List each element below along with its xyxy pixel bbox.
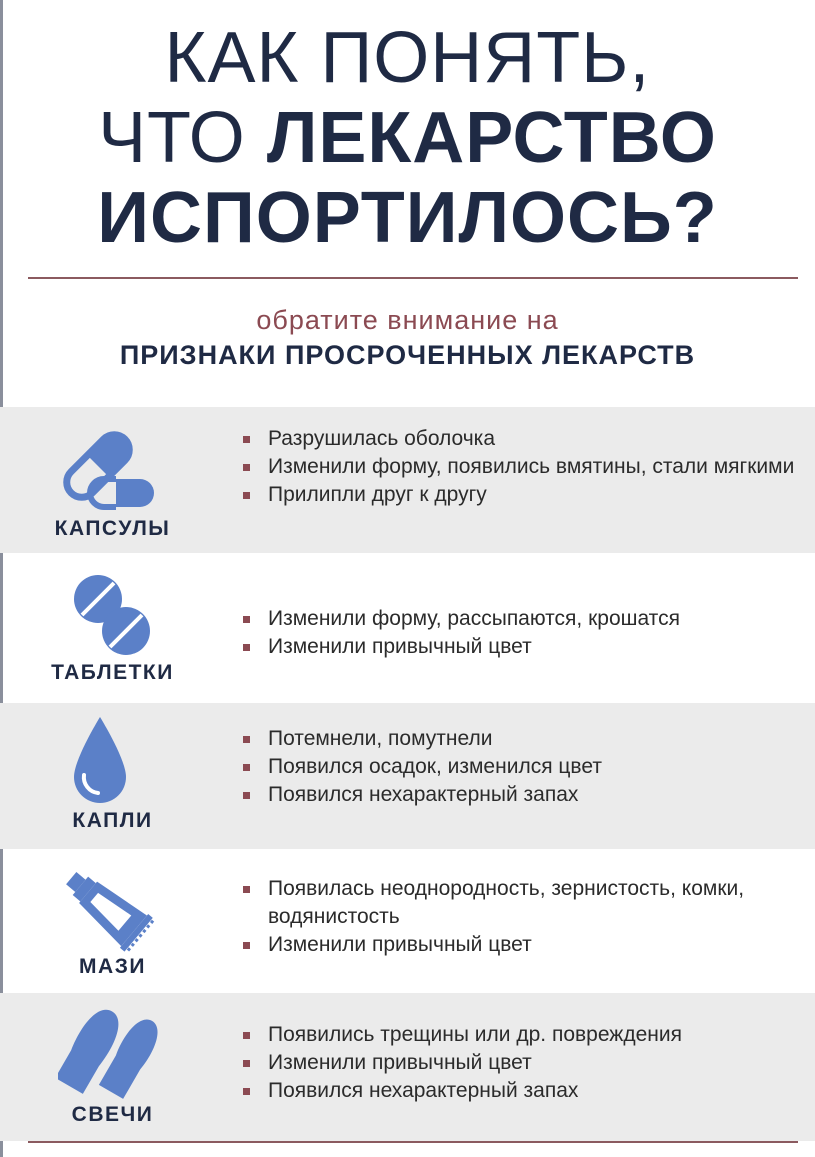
- bullet-icon: [243, 1060, 250, 1067]
- drop-icon: [58, 713, 168, 813]
- bullet-icon: [243, 792, 250, 799]
- signs-list: [0, 407, 815, 1141]
- bullet-icon: [243, 1032, 250, 1039]
- category-label: ТАБЛЕТКИ: [51, 661, 174, 684]
- category-label: МАЗИ: [79, 955, 146, 978]
- item-text: Изменили привычный цвет: [268, 1051, 532, 1074]
- category-label: СВЕЧИ: [71, 1103, 154, 1126]
- top-divider: [28, 277, 798, 279]
- title-line-2-light: ЧТО: [98, 98, 267, 178]
- row-suppositories: [0, 993, 815, 1141]
- tablet-signs: [240, 605, 795, 661]
- suppository-signs: [240, 1021, 795, 1105]
- title-line-3: ИСПОРТИЛОСЬ?: [97, 178, 718, 258]
- item-text: Изменили форму, появились вмятины, стали мягкими: [268, 455, 795, 478]
- list-item: [240, 875, 795, 931]
- page-title: [0, 0, 815, 258]
- bullet-icon: [243, 886, 250, 893]
- list-item: [240, 1077, 795, 1105]
- row-drops: [0, 703, 815, 849]
- ointment-tube-icon: [58, 859, 168, 959]
- suppository-icon: [58, 1003, 168, 1103]
- bullet-icon: [243, 464, 250, 471]
- title-line-2: [0, 98, 815, 178]
- category-label: КАПЛИ: [72, 809, 153, 832]
- row-ointments: [0, 849, 815, 993]
- item-text: Разрушилась оболочка: [268, 427, 496, 450]
- bullet-icon: [243, 436, 250, 443]
- title-line-2-bold: ЛЕКАРСТВО: [266, 98, 717, 178]
- bullet-icon: [243, 764, 250, 771]
- item-text: Появился нехарактерный запах: [268, 1079, 579, 1102]
- list-item: [240, 425, 795, 453]
- bullet-icon: [243, 644, 250, 651]
- capsule-icon: [58, 421, 168, 521]
- list-item: [240, 481, 795, 509]
- item-text: Появились трещины или др. повреждения: [268, 1023, 682, 1046]
- item-text: Потемнели, помутнели: [268, 727, 493, 750]
- item-text: Появился осадок, изменился цвет: [268, 755, 602, 778]
- capsule-signs: [240, 425, 795, 509]
- bullet-icon: [243, 1088, 250, 1095]
- item-text: Прилипли друг к другу: [268, 483, 487, 506]
- list-item: [240, 753, 795, 781]
- bullet-icon: [243, 942, 250, 949]
- item-text: Изменили привычный цвет: [268, 635, 532, 658]
- list-item: [240, 605, 795, 633]
- row-tablets: [0, 553, 815, 703]
- list-item: [240, 453, 795, 481]
- subtitle-small: обратите внимание на: [256, 305, 559, 335]
- drop-signs: [240, 725, 795, 809]
- list-item: [240, 725, 795, 753]
- bullet-icon: [243, 492, 250, 499]
- item-text: Изменили форму, рассыпаются, крошатся: [268, 607, 680, 630]
- list-item: [240, 931, 795, 959]
- item-text: Изменили привычный цвет: [268, 933, 532, 956]
- category-label: КАПСУЛЫ: [54, 517, 171, 540]
- bottom-divider: [28, 1141, 798, 1143]
- row-capsules: [0, 407, 815, 553]
- item-text: Появилась неоднородность, зернистость, комки, водянистость: [268, 877, 745, 928]
- item-text: Появился нехарактерный запах: [268, 783, 579, 806]
- title-line-1: КАК ПОНЯТЬ,: [164, 18, 651, 98]
- list-item: [240, 1049, 795, 1077]
- list-item: [240, 781, 795, 809]
- bullet-icon: [243, 736, 250, 743]
- list-item: [240, 1021, 795, 1049]
- bullet-icon: [243, 616, 250, 623]
- tablet-icon: [58, 567, 168, 667]
- list-item: [240, 633, 795, 661]
- subtitle-big: ПРИЗНАКИ ПРОСРОЧЕННЫХ ЛЕКАРСТВ: [119, 340, 696, 370]
- ointment-signs: [240, 875, 795, 959]
